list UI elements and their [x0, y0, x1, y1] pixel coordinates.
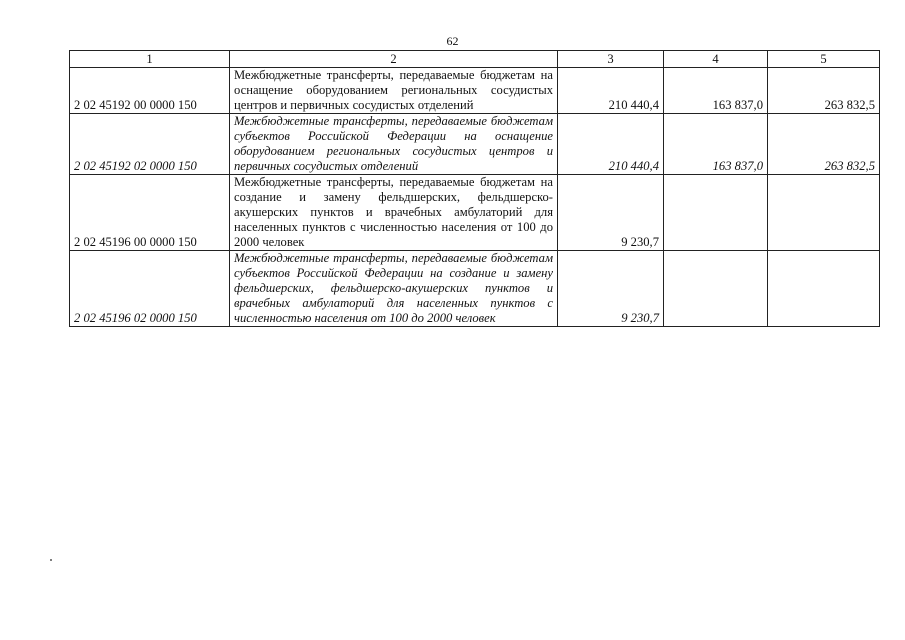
table-row: [70, 175, 880, 251]
table-row: [70, 114, 880, 175]
amount-col4: [664, 251, 768, 327]
amount-col4: 163 837,0: [664, 68, 768, 114]
column-header-3: 3: [558, 51, 664, 68]
budget-description: Межбюджетные трансферты, передаваемые бюджетам на оснащение оборудованием региональных сосудистых центров и первичных сосудистых отделений: [230, 68, 558, 114]
amount-col4: [664, 175, 768, 251]
budget-code: 2 02 45196 00 0000 150: [70, 175, 230, 251]
budget-code: 2 02 45192 02 0000 150: [70, 114, 230, 175]
budget-description: Межбюджетные трансферты, передаваемые бюджетам субъектов Российской Федерации на оснащение оборудованием региональных сосудистых центров и первичных сосудистых отделений: [230, 114, 558, 175]
table-header-row: [70, 51, 880, 68]
amount-col4: 163 837,0: [664, 114, 768, 175]
table-row: [70, 68, 880, 114]
budget-table: [69, 50, 880, 327]
budget-code: 2 02 45196 02 0000 150: [70, 251, 230, 327]
amount-col5: [768, 251, 880, 327]
column-header-4: 4: [664, 51, 768, 68]
column-header-5: 5: [768, 51, 880, 68]
amount-col5: 263 832,5: [768, 68, 880, 114]
amount-col5: [768, 175, 880, 251]
page-number: 62: [446, 34, 459, 48]
amount-col3: 9 230,7: [558, 251, 664, 327]
table-row: [70, 251, 880, 327]
budget-code: 2 02 45192 00 0000 150: [70, 68, 230, 114]
budget-description: Межбюджетные трансферты, передаваемые бюджетам на создание и замену фельдшерских, фельдшерско-акушерских пунктов и врачебных амбулаторий для населенных пунктов с численностью населения от 100 до 2000 человек: [230, 175, 558, 251]
scan-speck: [50, 559, 52, 561]
amount-col3: 9 230,7: [558, 175, 664, 251]
column-header-2: 2: [230, 51, 558, 68]
amount-col3: 210 440,4: [558, 114, 664, 175]
budget-description: Межбюджетные трансферты, передаваемые бюджетам субъектов Российской Федерации на создание и замену фельдшерских, фельдшерско-акушерских пунктов и врачебных амбулаторий для населенных пунктов с численностью населения от 100 до 2000 человек: [230, 251, 558, 327]
column-header-1: 1: [70, 51, 230, 68]
amount-col5: 263 832,5: [768, 114, 880, 175]
amount-col3: 210 440,4: [558, 68, 664, 114]
